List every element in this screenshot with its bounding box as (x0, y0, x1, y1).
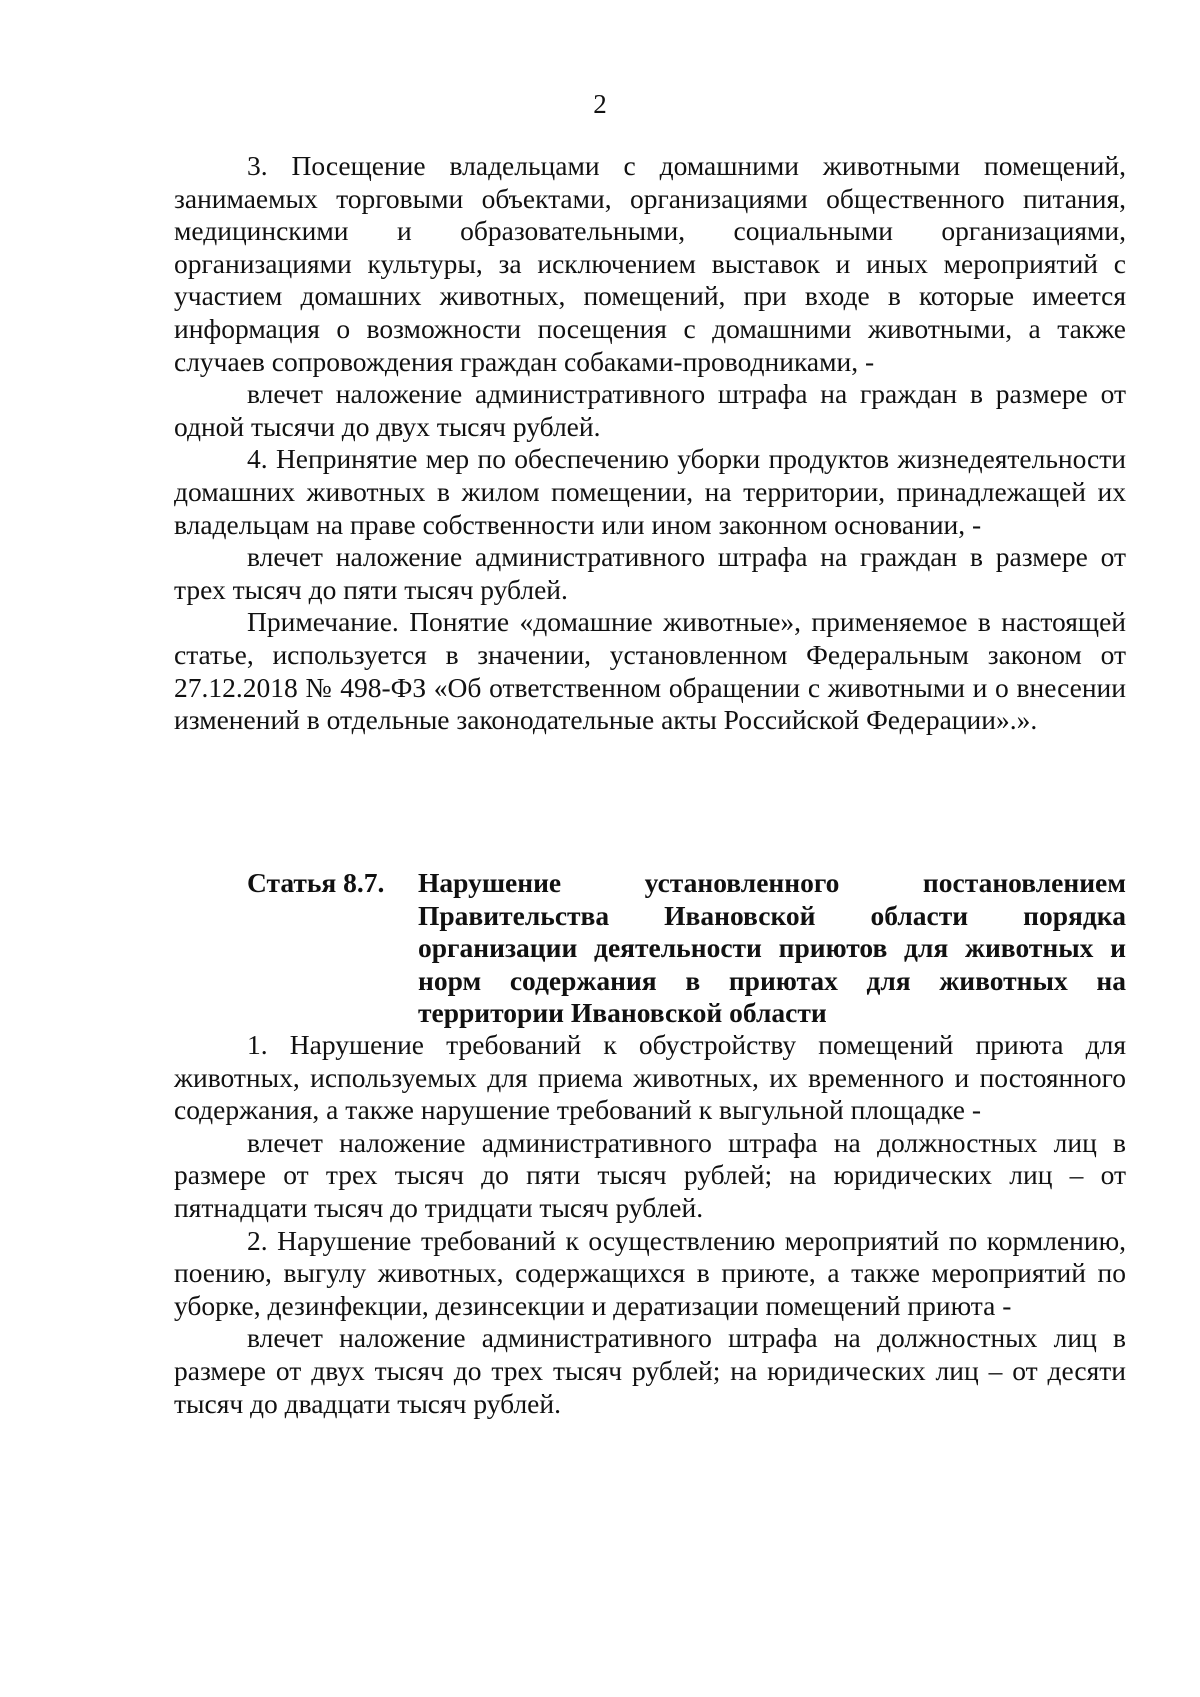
paragraph-note: Примечание. Понятие «домашние животные», применяемое в настоящей статье, используется в значении, установленном Федеральным законом от 27.12.2018 № 498-ФЗ «Об ответственном обращении с животными и о внесении изменений в отдельные законодательные акты Российской Федерации».». (174, 606, 1126, 736)
text-block-top (174, 150, 1126, 737)
paragraph-item-4: 4. Непринятие мер по обеспечению уборки продуктов жизнедеятельности домашних животных в жилом помещении, на территории, принадлежащей их владельцам на праве собственности или ином законном основании, - (174, 443, 1126, 540)
paragraph-penalty-3: влечет наложение административного штрафа на граждан в размере от одной тысячи до двух тысяч рублей. (174, 378, 1126, 442)
page-number: 2 (593, 89, 607, 119)
paragraph-item-3: 3. Посещение владельцами с домашними животными помещений, занимаемых торговыми объектами, организациями общественного питания, медицинскими и образовательными, социальными организациями, организациями культуры, за исключением выставок и иных мероприятий с участием домашних животных, помещений, при входе в которые имеется информация о возможности посещения с домашними животными, а также случаев сопровождения граждан собаками-проводниками, - (174, 150, 1126, 377)
article-title: Нарушение установленного постановлением Правительства Ивановской области порядка организации деятельности приютов для животных и норм содержания в приютах для животных на территории Ивановской области (418, 867, 1126, 1029)
article-heading (247, 867, 1126, 1030)
paragraph-item-1: 1. Нарушение требований к обустройству помещений приюта для животных, используемых для приема животных, их временного и постоянного содержания, а также нарушение требований к выгульной площадке - (174, 1029, 1126, 1126)
article-number: Статья 8.7. (247, 867, 385, 898)
paragraph-penalty-1: влечет наложение административного штрафа на должностных лиц в размере от трех тысяч до пяти тысяч рублей; на юридических лиц – от пятнадцати тысяч до тридцати тысяч рублей. (174, 1126, 1126, 1223)
paragraph-item-2: 2. Нарушение требований к осуществлению мероприятий по кормлению, поению, выгулу животных, содержащихся в приюте, а также мероприятий по уборке, дезинфекции, дезинсекции и дератизации помещений приюта - (174, 1224, 1126, 1321)
text-block-bottom (174, 1029, 1126, 1420)
paragraph-penalty-4: влечет наложение административного штрафа на граждан в размере от трех тысяч до пяти тысяч рублей. (174, 541, 1126, 605)
paragraph-penalty-2: влечет наложение административного штрафа на должностных лиц в размере от двух тысяч до трех тысяч рублей; на юридических лиц – от десяти тысяч до двадцати тысяч рублей. (174, 1322, 1126, 1419)
